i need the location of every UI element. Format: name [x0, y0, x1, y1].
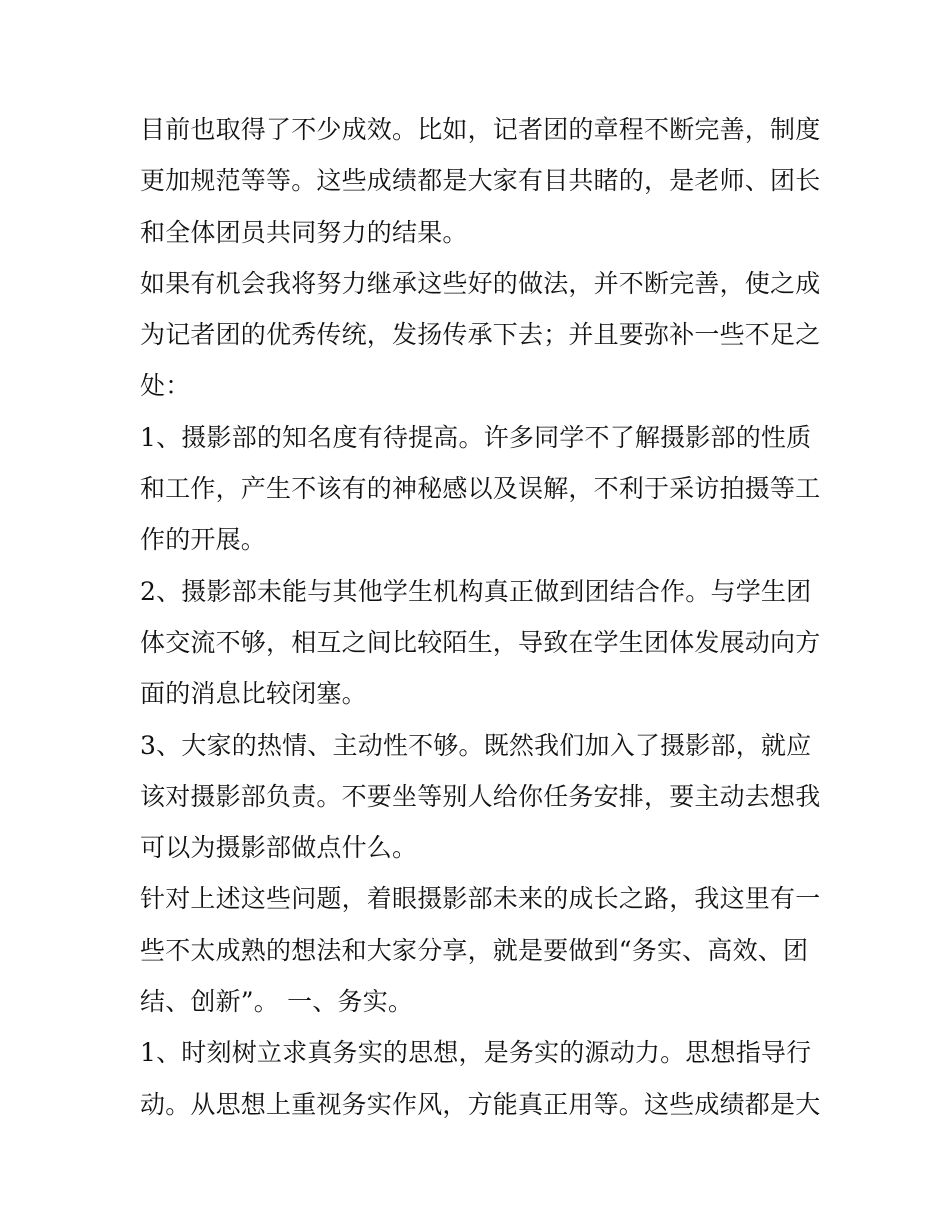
text-line: 更加规范等等。这些成绩都是大家有目共睹的，是老师、团长 [140, 166, 821, 196]
paragraph-achievements [140, 104, 820, 258]
text-line: 动。从思想上重视务实作风，方能真正用等。这些成绩都是大 [140, 1089, 821, 1119]
text-line: 为记者团的优秀传统，发扬传承下去；并且要弥补一些不足之 [140, 320, 821, 350]
text-line: 可以为摄影部做点什么。 [140, 833, 418, 863]
text-line: 和全体团员共同努力的结果。 [140, 217, 468, 247]
paragraph-pragmatism-1 [140, 1027, 820, 1130]
text-line: 该对摄影部负责。不要坐等别人给你任务安排，要主动去想我 [140, 781, 821, 811]
body-text [140, 104, 820, 1130]
text-line: 结、创新”。 一、务实。 [140, 987, 414, 1017]
text-line: 如果有机会我将努力继承这些好的做法，并不断完善，使之成 [140, 268, 821, 298]
text-line: 处： [140, 371, 191, 401]
text-line: 目前也取得了不少成效。比如，记者团的章程不断完善，制度 [140, 115, 821, 144]
text-line: 1、时刻树立求真务实的思想，是务实的源动力。思想指导行 [140, 1038, 812, 1068]
text-line: 2、摄影部未能与其他学生机构真正做到团结合作。与学生团 [140, 576, 812, 606]
text-line: 面的消息比较闭塞。 [140, 679, 367, 709]
paragraph-issue-2 [140, 566, 820, 720]
paragraph-issue-3 [140, 720, 820, 874]
text-line: 些不太成熟的想法和大家分享，就是要做到“务实、高效、团 [140, 935, 809, 965]
text-line: 3、大家的热情、主动性不够。既然我们加入了摄影部，就应 [140, 730, 812, 760]
paragraph-inheritance [140, 258, 820, 412]
text-line: 体交流不够，相互之间比较陌生，导致在学生团体发展动向方 [140, 627, 821, 657]
text-line: 和工作，产生不该有的神秘感以及误解，不利于采访拍摄等工 [140, 474, 821, 504]
text-line: 作的开展。 [140, 525, 267, 555]
text-line: 针对上述这些问题，着眼摄影部未来的成长之路，我这里有一 [140, 884, 821, 914]
paragraph-proposals [140, 873, 820, 1027]
text-line: 1、摄影部的知名度有待提高。许多同学不了解摄影部的性质 [140, 422, 812, 452]
paragraph-issue-1 [140, 412, 820, 566]
